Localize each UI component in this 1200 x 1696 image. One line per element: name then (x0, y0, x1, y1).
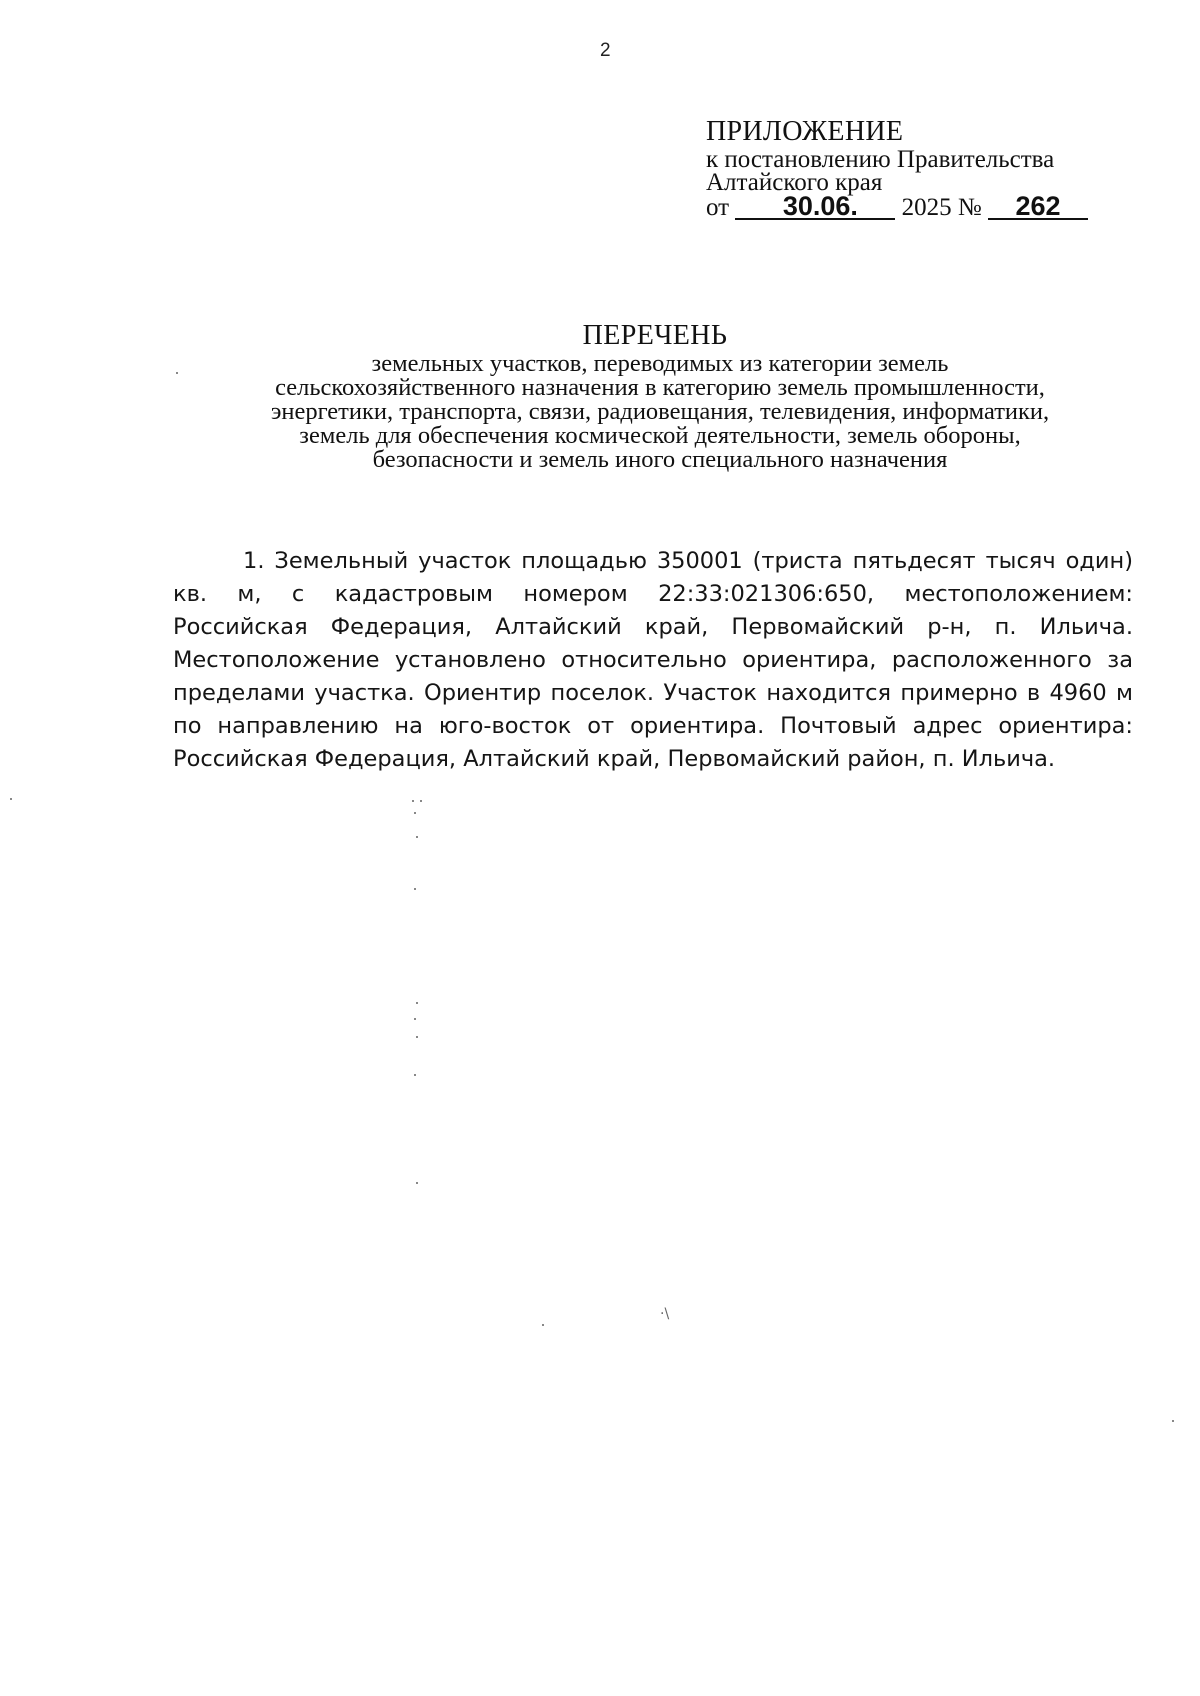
scan-speck (176, 372, 178, 374)
year: 2025 (901, 194, 952, 221)
appendix-line-region: Алтайского края (706, 169, 883, 196)
subtitle-line: энергетики, транспорта, связи, радиовещания, телевидения, информатики, (270, 398, 1050, 425)
scan-speck (416, 1002, 418, 1004)
scan-mark: ·\ (660, 1306, 670, 1322)
scan-speck (414, 812, 416, 814)
subtitle-line: земельных участков, переводимых из категории земель (371, 350, 949, 377)
appendix-title: ПРИЛОЖЕНИЕ (706, 116, 904, 147)
scan-speck (10, 798, 12, 800)
scan-speck (420, 800, 422, 802)
page-number: 2 (600, 40, 611, 61)
scan-speck (414, 1074, 416, 1076)
scan-speck (414, 1018, 416, 1020)
appendix-date-line (706, 191, 1088, 221)
paragraph-1: 1. Земельный участок площадью 350001 (триста пятьдесят тысяч один) кв. м, с кадастровым номером 22:33:021306:650, местоположением: Российская Федерация, Алтайский край, Первомайский р-н, п. Ильича. Местоположение установлено относительно ориентира, расположенного за пределами участка. Ориентир поселок. Участок находится примерно в 4960 м по направлению на юго-восток от ориентира. Почтовый адрес ориентира: Российская Федерация, Алтайский край, Первомайский район, п. Ильича. (173, 547, 1133, 772)
document-title: ПЕРЕЧЕНЬ (582, 320, 728, 351)
date-prefix: от (706, 194, 730, 221)
scan-speck (416, 836, 418, 838)
scan-speck (416, 1036, 418, 1038)
scan-speck (414, 888, 416, 890)
subtitle-line: безопасности и земель иного специального назначения (372, 446, 948, 473)
handwritten-number: 262 (988, 194, 1088, 220)
scan-speck (1172, 1420, 1174, 1422)
appendix-header (706, 116, 1088, 220)
number-sign: № (957, 194, 982, 221)
subtitle-line: земель для обеспечения космической деятельности, земель обороны, (299, 422, 1021, 449)
scan-speck (412, 800, 414, 802)
appendix-line-resolution: к постановлению Правительства (706, 146, 1055, 173)
document-subtitle (180, 352, 1140, 472)
handwritten-date: 30.06. (735, 194, 895, 220)
scan-speck (542, 1324, 544, 1326)
scan-speck (416, 1182, 418, 1184)
subtitle-line: сельскохозяйственного назначения в категорию земель промышленности, (275, 374, 1045, 401)
